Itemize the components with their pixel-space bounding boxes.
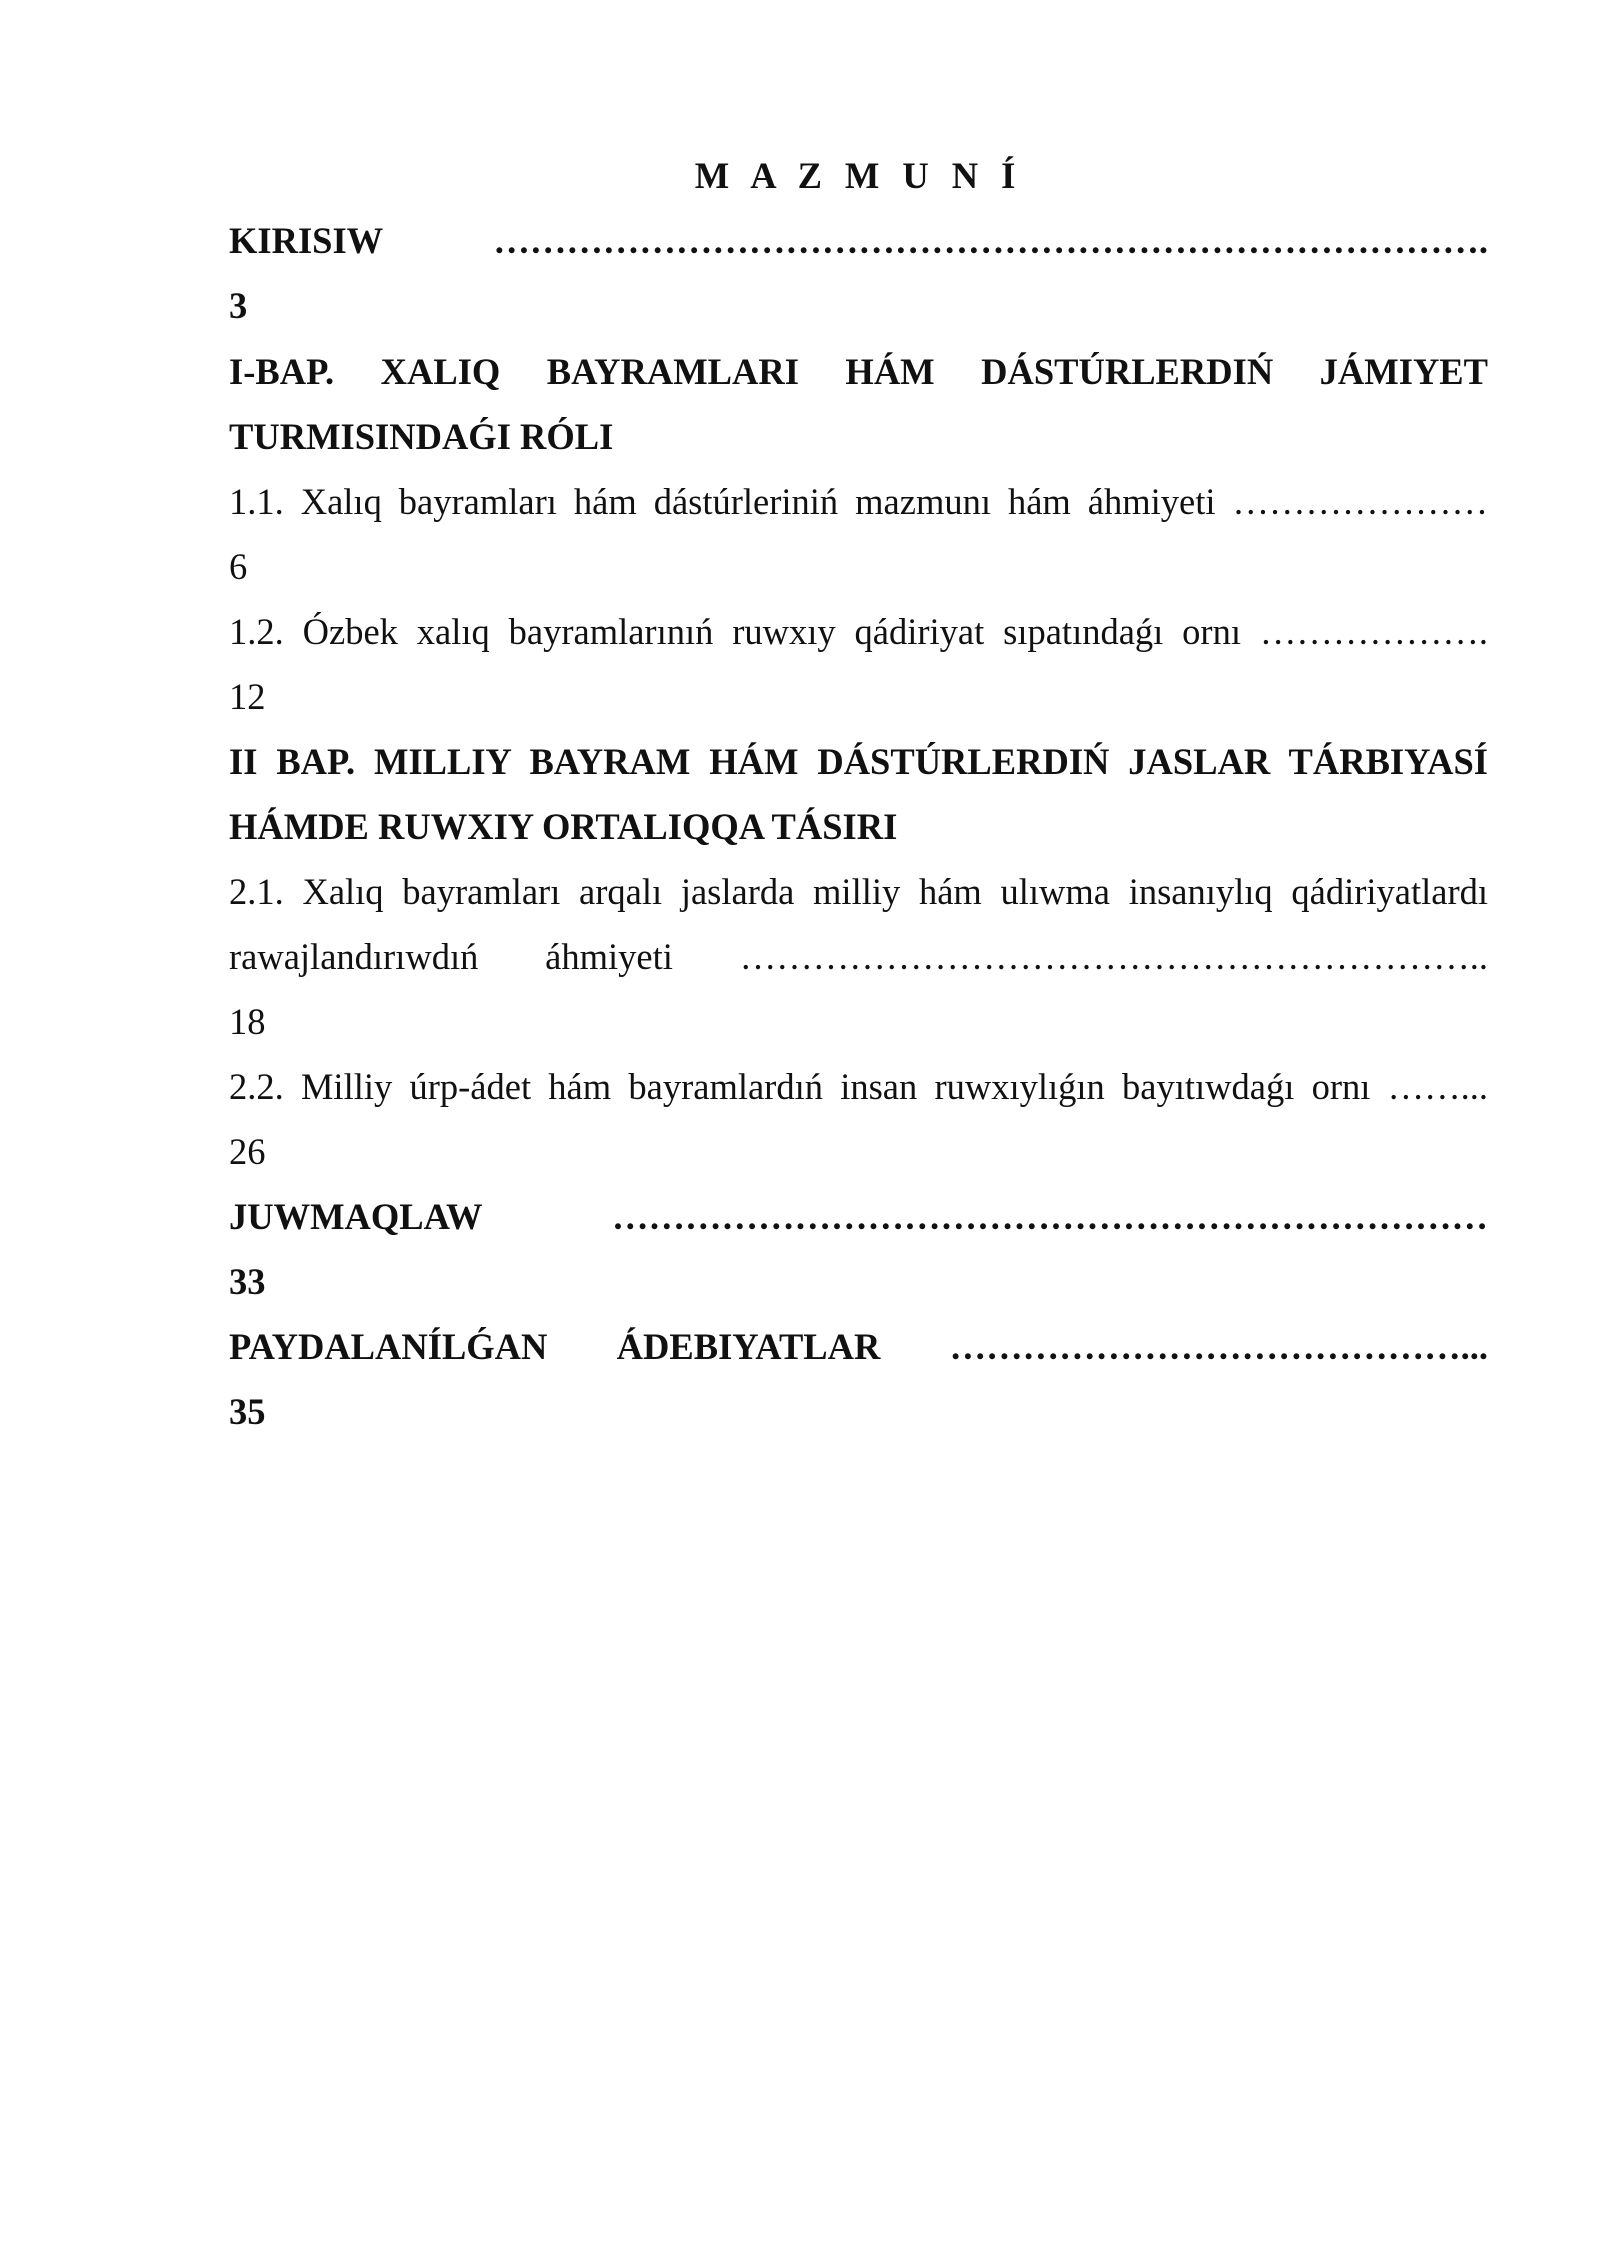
toc-entry-references: PAYDALANÍLǴAN ÁDEBIYATLAR ……………………………………... xyxy=(229,1326,1488,1367)
toc-page-number: 33 xyxy=(229,1261,266,1302)
page-title: M A Z M U N Í xyxy=(694,155,1023,196)
toc-page-number: 26 xyxy=(229,1131,266,1172)
toc-page-number: 35 xyxy=(229,1391,266,1432)
toc-chapter-title: II BAP. MILLIY BAYRAM HÁM DÁSTÚRLERDIŃ JASLAR TÁRBIYASÍ xyxy=(229,741,1488,782)
toc-entry-section: 1.2. Ózbek xalıq bayramlarınıń ruwxıy qádiriyat sıpatındaǵı ornı ………………. xyxy=(229,611,1488,652)
toc-entry-conclusion: JUWMAQLAW ……………………………………………………………… xyxy=(229,1196,1488,1237)
toc-chapter-title: I-BAP. XALIQ BAYRAMLARI HÁM DÁSTÚRLERDIŃ JÁMIYET xyxy=(229,351,1488,392)
toc-page-number: 12 xyxy=(229,676,266,717)
toc-chapter-title: HÁMDE RUWXIY ORTALIQQA TÁSIRI xyxy=(229,806,898,847)
toc-page-number: 18 xyxy=(229,1001,266,1042)
toc-entry-section: rawajlandırıwdıń áhmiyeti …………………………………………………….. xyxy=(229,936,1488,977)
toc-entry-section: 2.2. Milliy úrp-ádet hám bayramlardıń insan ruwxıylıǵın bayıtıwdaǵı ornı ……... xyxy=(229,1066,1488,1107)
toc-entry-section: 1.1. Xalıq bayramları hám dástúrleriniń mazmunı hám áhmiyeti ………………… xyxy=(229,481,1488,522)
toc-entry-section: 2.1. Xalıq bayramları arqalı jaslarda milliy hám ulıwma insanıylıq qádiriyatlardı xyxy=(229,871,1488,912)
toc-entry-intro: KIRISIW ………………………………………………………………………. xyxy=(229,220,1488,261)
toc-page-number: 3 xyxy=(229,285,248,326)
toc-page-number: 6 xyxy=(229,546,248,587)
toc-chapter-title: TURMISINDAǴI RÓLI xyxy=(229,416,614,457)
